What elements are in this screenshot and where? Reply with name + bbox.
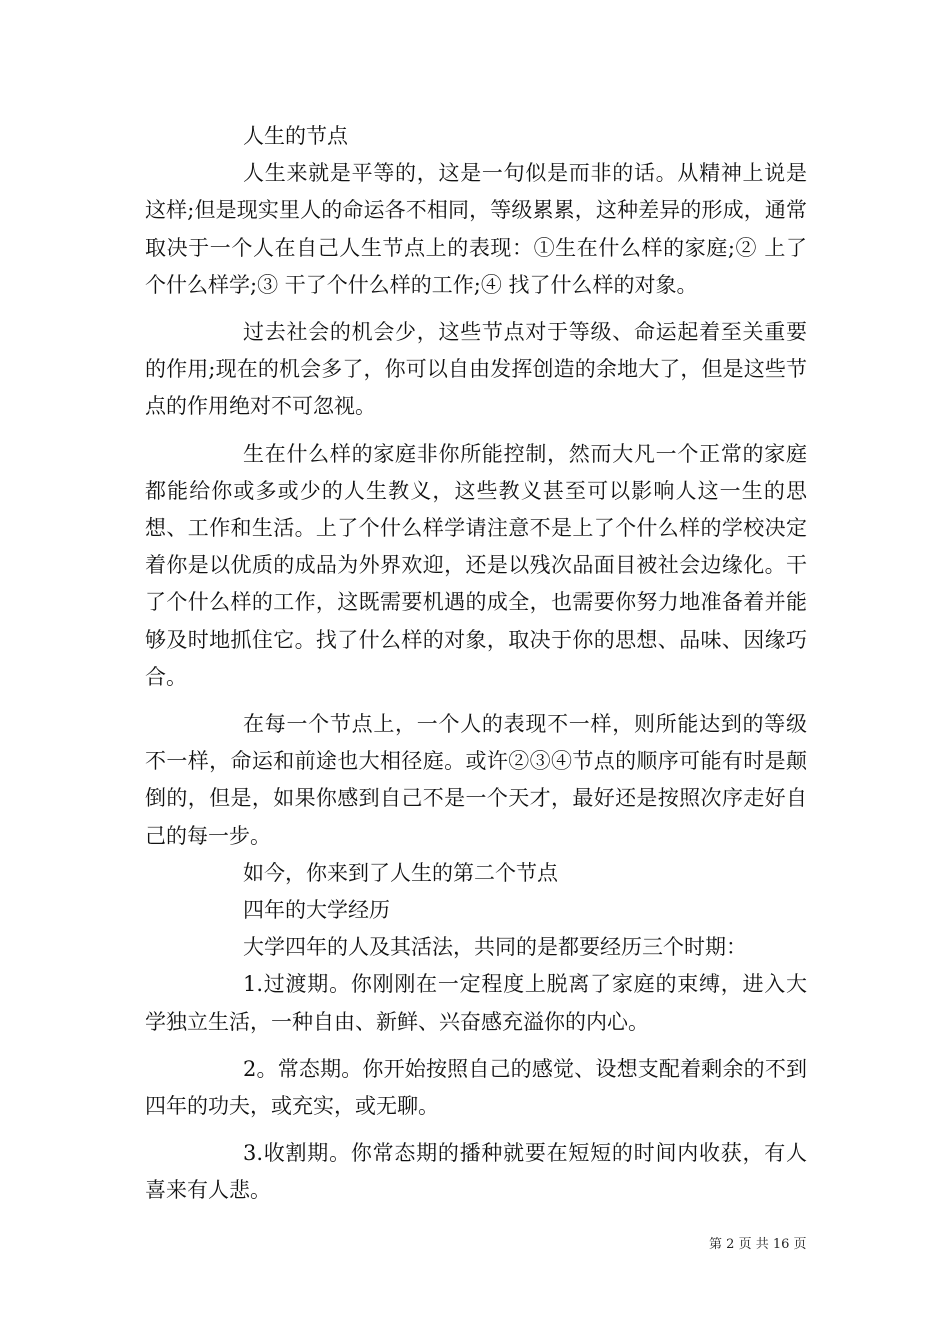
document-title: 人生的节点 <box>243 124 348 148</box>
paragraph-6: 大学四年的人及其活法，共同的是都要经历三个时期： <box>243 935 747 960</box>
paragraph-3: 生在什么样的家庭非你所能控制，然而大凡一个正常的家庭都能给你或多或少的人生教义，这些教义甚至可以影响人这一生的思想、工作和生活。上了个什么样学请注意不是上了个什么样的学校决定着你是以优质的成品为外界欢迎，还是以残次品面目被社会边缘化。干了个什么样的工作，这既需要机遇的成全，也需要你努力地准备着并能够及时地抓住它。找了什么样的对象，取决于你的思想、品味、因缘巧合。 <box>145 441 807 689</box>
list-item-3: 3.收割期。你常态期的播种就要在短短的时间内收获，有人喜来有人悲。 <box>145 1141 807 1203</box>
paragraph-4: 在每一个节点上，一个人的表现不一样，则所能达到的等级不一样，命运和前途也大相径庭。或许②③④节点的顺序可能有时是颠倒的，但是，如果你感到自己不是一个天才，最好还是按照次序走好自己的每一步。 <box>145 712 807 848</box>
list-item-2: 2。常态期。你开始按照自己的感觉、设想支配着剩余的不到四年的功夫，或充实，或无聊。 <box>145 1056 807 1119</box>
paragraph-1: 人生来就是平等的，这是一句似是而非的话。从精神上说是这样;但是现实里人的命运各不相同，等级累累，这种差异的形成，通常取决于一个人在自己人生节点上的表现：①生在什么样的家庭;② 上了个什么样学;③ 干了个什么样的工作;④ 找了什么样的对象。 <box>145 161 807 297</box>
total-pages-number: 16 <box>772 1237 790 1252</box>
page-footer <box>709 1236 807 1254</box>
current-page-number: 2 <box>726 1237 735 1252</box>
paragraph-5: 如今，你来到了人生的第二个节点 <box>243 860 558 885</box>
paragraph-2: 过去社会的机会少，这些节点对于等级、命运起着至关重要的作用;现在的机会多了，你可以自由发挥创造的余地大了，但是这些节点的作用绝对不可忽视。 <box>145 320 807 419</box>
page-label-prefix: 第 <box>709 1237 723 1252</box>
page-label-middle: 页 共 <box>738 1237 769 1252</box>
list-item-1: 1.过渡期。你刚刚在一定程度上脱离了家庭的束缚，进入大学独立生活，一种自由、新鲜、兴奋感充溢你的内心。 <box>145 972 807 1034</box>
section-heading: 四年的大学经历 <box>243 898 390 923</box>
document-body <box>145 118 807 1210</box>
page-label-suffix: 页 <box>793 1237 807 1252</box>
